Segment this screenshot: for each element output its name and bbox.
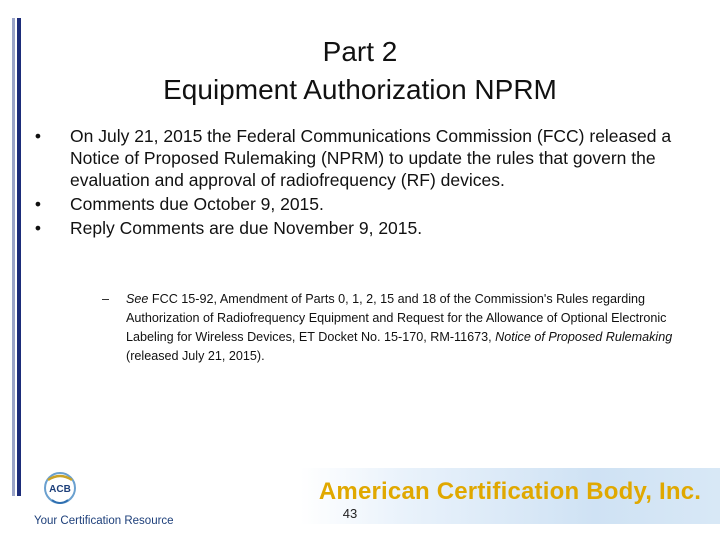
bullet-item xyxy=(28,217,688,239)
bullet-marker: • xyxy=(34,218,42,238)
title-line-1: Part 2 xyxy=(322,36,398,67)
company-name: American Certification Body, Inc. xyxy=(318,478,702,505)
bullet-text: On July 21, 2015 the Federal Communications Commission (FCC) released a Notice of Proposed Rulemaking (NPRM) to update the rules that govern the evaluation and approval of radiofrequency (RF) devices. xyxy=(70,126,672,190)
sub-bullet-italic-title: Notice of Proposed Rulemaking xyxy=(495,330,673,344)
logo-text: ACB xyxy=(49,484,71,495)
bullet-text: Reply Comments are due November 9, 2015. xyxy=(70,218,423,238)
sub-bullet-text-b: (released July 21, 2015). xyxy=(126,349,265,363)
acb-logo-icon xyxy=(40,470,80,514)
bullet-item xyxy=(28,193,688,215)
sub-bullet-see: See xyxy=(126,292,149,306)
left-rule-dark xyxy=(17,18,21,496)
left-rule-light xyxy=(12,18,15,496)
sub-bullet-marker: – xyxy=(102,292,110,306)
slide-title xyxy=(30,33,690,109)
bullet-list xyxy=(28,125,688,241)
tagline: Your Certification Resource xyxy=(34,515,174,527)
sub-bullet-body xyxy=(106,290,686,366)
sub-bullet xyxy=(102,290,686,366)
bullet-text: Comments due October 9, 2015. xyxy=(70,194,324,214)
bullet-marker: • xyxy=(34,194,42,214)
bullet-marker: • xyxy=(34,126,42,146)
page-number: 43 xyxy=(342,506,358,521)
title-line-2: Equipment Authorization NPRM xyxy=(163,74,557,105)
sub-bullet-text-a: FCC 15-92, Amendment of Parts 0, 1, 2, 15 and 18 of the Commission's Rules regarding Authorization of Radiofrequency Equipment and Request for the Allowance of Optional Electronic Labeling for Wireless Devices, ET Docket No. 15-170, RM-11673, xyxy=(126,292,667,344)
bullet-item xyxy=(28,125,688,191)
